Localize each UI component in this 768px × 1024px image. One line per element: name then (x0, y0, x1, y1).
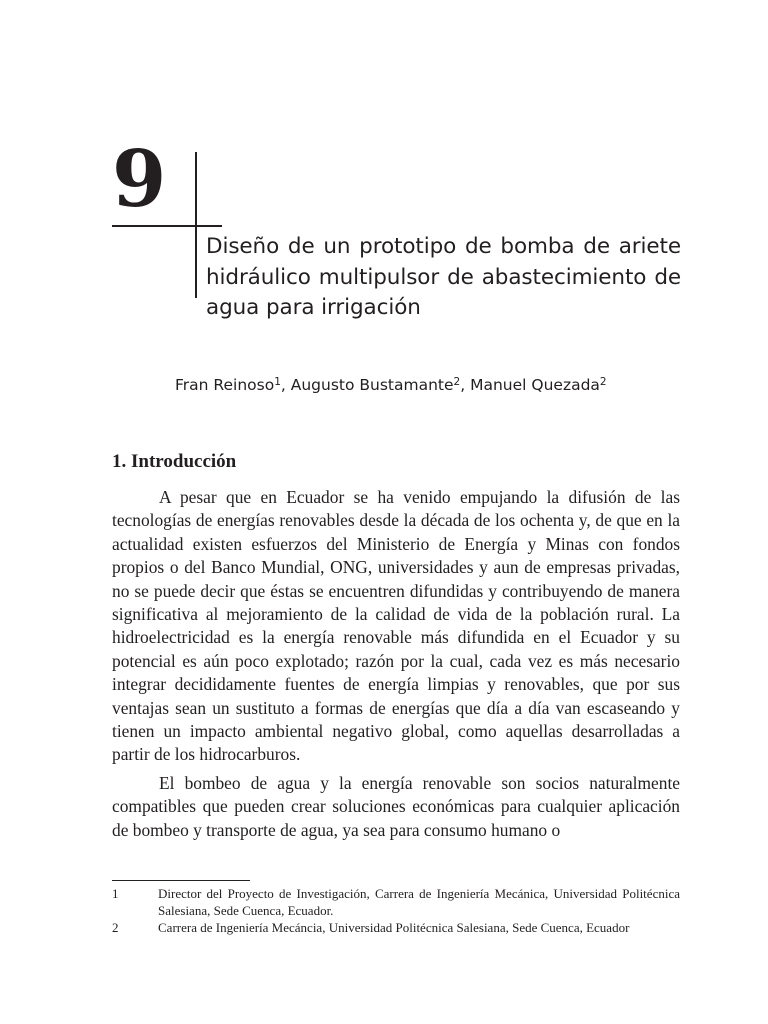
author-name: Augusto Bustamante (290, 376, 454, 394)
author-name: Manuel Quezada (470, 376, 600, 394)
body-paragraph: A pesar que en Ecuador se ha venido empujando la difusión de las tecnologías de energías renovables desde la década de los ochenta y, de que en la actualidad existen esfuerzos del Ministerio de Energía y Minas con fondos propios o del Banco Mundial, ONG, universidades y aun de empresas privadas, no se puede decir que éstas se encuentren difundidas y contribuyendo de manera significativa al mejoramiento de la calidad de vida de la población rural. La hidroelectricidad es la energía renovable más difundida en el Ecuador y su potencial es aún poco explotado; razón por la cual, cada vez es más necesario integrar decididamente fuentes de energía limpias y renovables, que por sus ventajas sean un sustituto a formas de energías que día a día van escaseando y tienen un impacto ambiental negativo global, como aquellas desarrolladas a partir de los hidrocarburos. (112, 487, 680, 765)
author-affiliation-mark: 2 (599, 376, 607, 388)
author-separator: , (280, 376, 291, 394)
footnote (112, 919, 680, 936)
footnote (112, 885, 680, 919)
footnote-text: Carrera de Ingeniería Mecáncia, Universidad Politécnica Salesiana, Sede Cuenca, Ecuador (158, 920, 630, 935)
chapter-title: Diseño de un prototipo de bomba de ariete hidráulico multipulsor de abastecimiento de agua para irrigación (206, 234, 681, 320)
footnote-text: Director del Proyecto de Investigación, Carrera de Ingeniería Mecánica, Universidad Politécnica Salesiana, Sede Cuenca, Ecuador. (158, 886, 680, 918)
footnote-number: 2 (112, 920, 119, 935)
author-affiliation-mark: 2 (453, 376, 461, 388)
author-name: Fran Reinoso (175, 376, 275, 394)
author-affiliation-mark: 1 (274, 376, 281, 388)
footnote-number: 1 (112, 886, 119, 901)
footnote-divider (112, 880, 250, 881)
body-paragraph: El bombeo de agua y la energía renovable son socios naturalmente compatibles que pueden crear soluciones económicas para cualquier aplicación de bombeo y transporte de agua, ya sea para consumo humano o (112, 773, 680, 840)
chapter-number: 9 (112, 134, 167, 225)
author-line (175, 373, 607, 397)
section-heading: 1. Introducción (112, 451, 237, 472)
chapter-horizontal-rule (112, 225, 222, 227)
author-separator: , (460, 376, 471, 394)
